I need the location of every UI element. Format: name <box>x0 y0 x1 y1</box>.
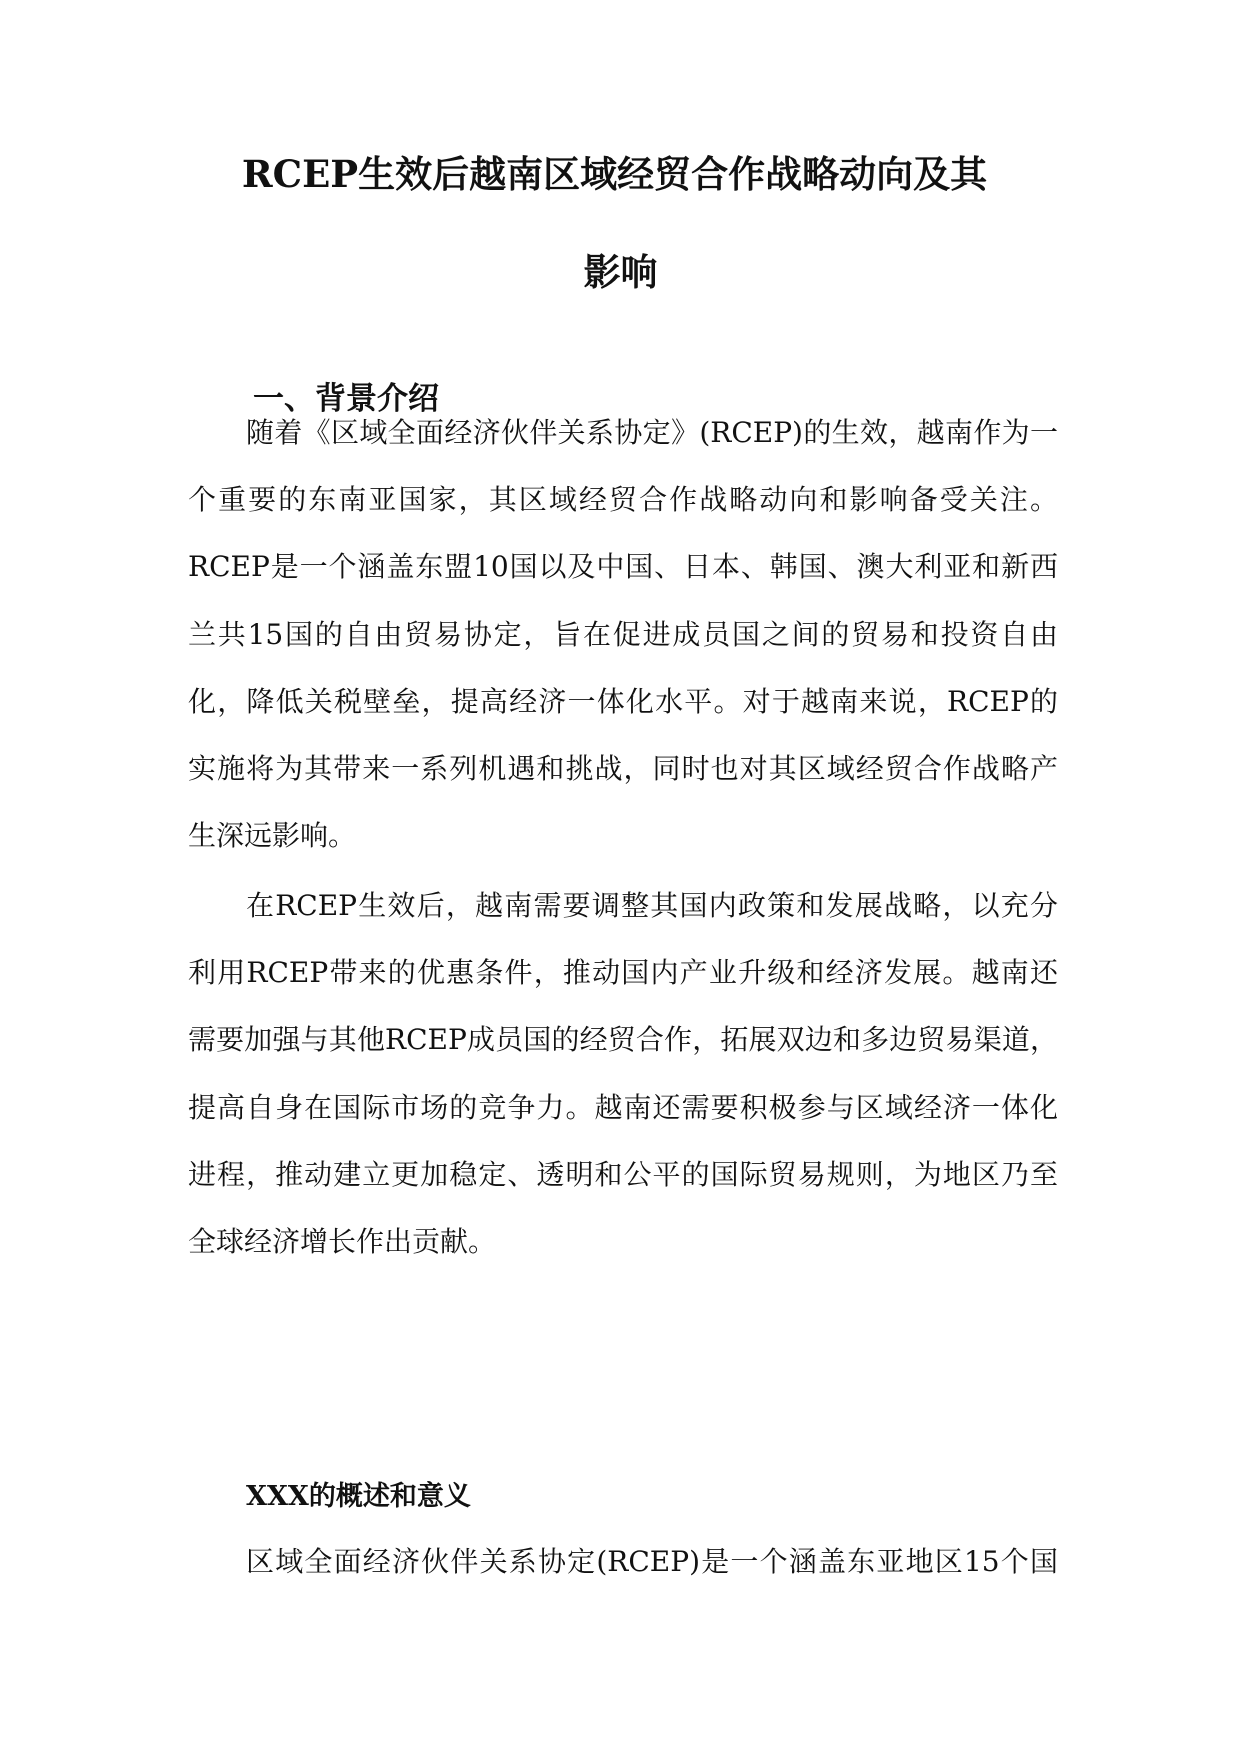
paragraph-2-line-4: 提高自身在国际市场的竞争力。越南还需要积极参与区域经济一体化 <box>188 1091 1058 1124</box>
paragraph-1-line-6: 实施将为其带来一系列机遇和挑战，同时也对其区域经贸合作战略产 <box>188 752 1058 785</box>
paragraph-2-line-6: 全球经济增长作出贡献。 <box>188 1225 497 1258</box>
paragraph-1-line-1: 随着《区域全面经济伙伴关系协定》(RCEP)的生效，越南作为一 <box>246 416 1058 449</box>
paragraph-1-line-5: 化，降低关税壁垒，提高经济一体化水平。对于越南来说，RCEP的 <box>188 685 1058 718</box>
paragraph-2-line-2: 利用RCEP带来的优惠条件，推动国内产业升级和经济发展。越南还 <box>188 956 1058 989</box>
subsection-heading: XXX的概述和意义 <box>246 1481 471 1512</box>
document-title-line-2: 影响 <box>583 250 658 294</box>
paragraph-2-line-1: 在RCEP生效后，越南需要调整其国内政策和发展战略，以充分 <box>246 889 1058 922</box>
paragraph-3-line-1: 区域全面经济伙伴关系协定(RCEP)是一个涵盖东亚地区15个国 <box>246 1545 1058 1578</box>
paragraph-2-line-5: 进程，推动建立更加稳定、透明和公平的国际贸易规则，为地区乃至 <box>188 1158 1058 1191</box>
paragraph-1-line-7: 生深远影响。 <box>188 819 357 852</box>
paragraph-1-line-3: RCEP是一个涵盖东盟10国以及中国、日本、韩国、澳大利亚和新西 <box>188 550 1058 583</box>
paragraph-2-line-3: 需要加强与其他RCEP成员国的经贸合作，拓展双边和多边贸易渠道， <box>188 1023 1058 1056</box>
section-heading: 一、背景介绍 <box>253 381 439 417</box>
paragraph-1-line-2: 个重要的东南亚国家，其区域经贸合作战略动向和影响备受关注。 <box>188 483 1058 516</box>
paragraph-1-line-4: 兰共15国的自由贸易协定，旨在促进成员国之间的贸易和投资自由 <box>188 618 1058 651</box>
document-title-line-1: RCEP生效后越南区域经贸合作战略动向及其 <box>241 152 988 196</box>
